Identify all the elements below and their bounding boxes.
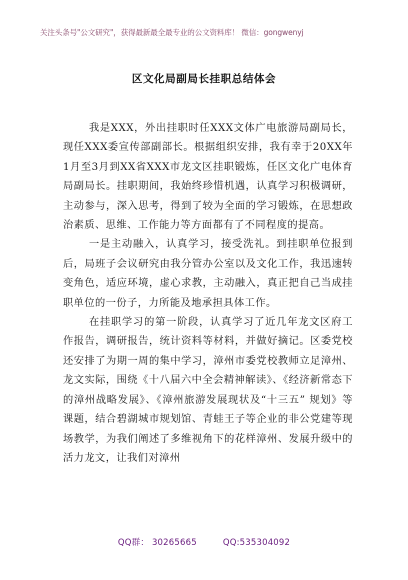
paragraph-intro: 我是XXX，外出挂职时任XXX文体广电旅游局副局长，现任XXX委宣传部副部长。根据组织安排，我有幸于20XX年1月至3月到XX省XXX市龙文区挂职锻炼，任区文化广电体育局副局长。挂职期间，我始终珍惜机遇，认真学习积极调研，主动参与，深入思考，得到了较为全面的学习锻炼，在思想政治素质、思维、工作能力等方面都有了不同程度的提高。 bbox=[63, 123, 353, 232]
document-title: 区文化局副局长挂职总结体会 bbox=[131, 73, 277, 85]
header-banner: 关注头条号"公文研究"，获得最新最全最专业的公文资料库！ 微信：gongwenyj bbox=[40, 28, 304, 37]
document-body bbox=[63, 119, 353, 468]
paragraph-point-one: 一是主动融入，认真学习，接受洗礼。到挂职单位报到后，局班子会议研究由我分管办公室以及文化工作，我迅速转变角色，适应环境，虚心求教，主动融入，真正把自己当成挂职单位的一份子，力所能及地承担具体工作。 bbox=[63, 239, 353, 309]
footer-qq-number: QQ:535304092 bbox=[222, 538, 291, 548]
footer-contact bbox=[0, 536, 408, 548]
paragraph-first-stage: 在挂职学习的第一阶段，认真学习了近几年龙文区府工作报告，调研报告，统计资料等材料，并做好摘记。区委党校还安排了为期一周的集中学习，漳州市委党校教师立足漳州、龙文实际，围绕《十八届六中全会精神解读》、《经济新常态下的漳州战略发展》、《漳州旅游发展现状及“十三五” 规划》等课题，结合碧湖城市规划馆、青蛙王子等企业的非公党建等现场教学，为我们阐述了多维视角下的花样漳州、发展升级中的活力龙文，让我们对漳州 bbox=[63, 317, 353, 464]
footer-qq-group: QQ群： 30265665 bbox=[117, 538, 197, 548]
